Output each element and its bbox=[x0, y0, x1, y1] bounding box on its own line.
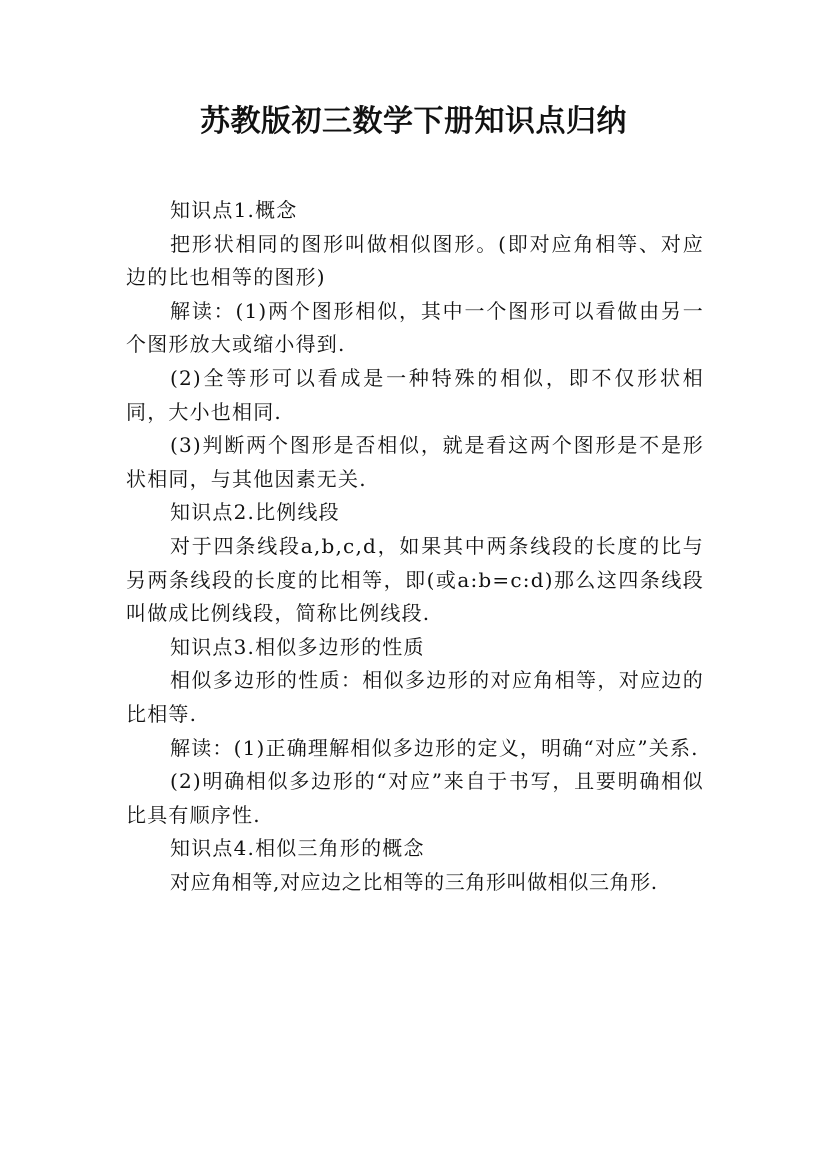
section-heading-polygon-properties: 知识点3.相似多边形的性质 bbox=[170, 634, 425, 659]
paragraph-interpretation-1: 解读：(1)两个图形相似，其中一个图形可以看做由另一个图形放大或缩小得到. bbox=[126, 298, 704, 357]
document-body bbox=[126, 194, 704, 899]
paragraph-proportional-segments: 对于四条线段a,b,c,d，如果其中两条线段的长度的比与另两条线段的长度的比相等，即(或a:b=c:d)那么这四条线段叫做成比例线段，简称比例线段. bbox=[126, 533, 704, 626]
paragraph-polygon-interpretation-2: (2)明确相似多边形的“对应”来自于书写，且要明确相似比具有顺序性. bbox=[126, 769, 704, 827]
section-heading-proportional-segments: 知识点2.比例线段 bbox=[170, 500, 340, 525]
paragraph-similar-figures-definition: 把形状相同的图形叫做相似图形。(即对应角相等、对应边的比也相等的图形) bbox=[126, 231, 704, 290]
paragraph-interpretation-2: (2)全等形可以看成是一种特殊的相似，即不仅形状相同，大小也相同. bbox=[126, 365, 704, 424]
paragraph-interpretation-3: (3)判断两个图形是否相似，就是看这两个图形是不是形状相同，与其他因素无关. bbox=[126, 433, 704, 491]
paragraph-polygon-interpretation-1: 解读：(1)正确理解相似多边形的定义，明确“对应”关系. bbox=[170, 735, 699, 760]
section-heading-similar-triangles: 知识点4.相似三角形的概念 bbox=[170, 836, 425, 861]
document-title: 苏教版初三数学下册知识点归纳 bbox=[200, 104, 627, 139]
paragraph-polygon-properties: 相似多边形的性质：相似多边形的对应角相等，对应边的比相等. bbox=[126, 668, 704, 726]
paragraph-similar-triangles-definition: 对应角相等,对应边之比相等的三角形叫做相似三角形. bbox=[170, 869, 658, 894]
section-heading-concept: 知识点1.概念 bbox=[170, 198, 298, 222]
